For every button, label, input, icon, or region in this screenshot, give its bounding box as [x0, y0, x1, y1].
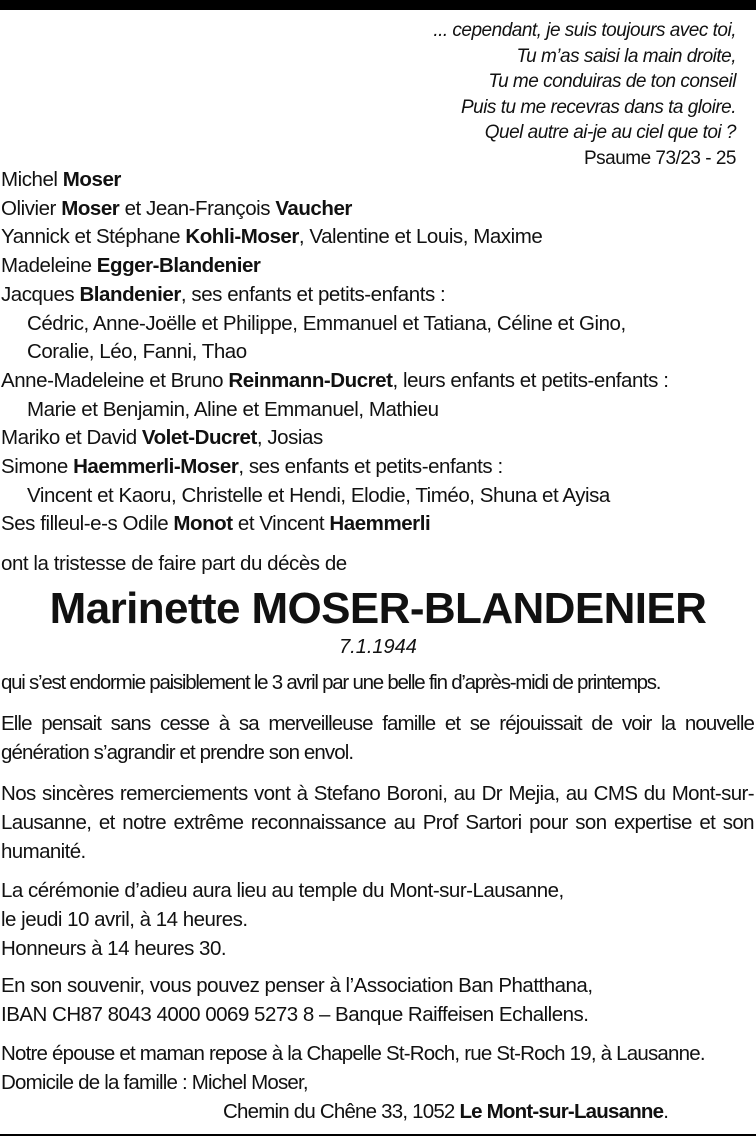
surname: Haemmerli-Moser [73, 455, 239, 479]
surname: Monot [173, 512, 233, 536]
family-line-indented: Vincent et Kaoru, Christelle et Hendi, Elodie, Timéo, Shuna et Ayisa [27, 483, 610, 507]
psalm-reference: Psaume 73/23 - 25 [583, 147, 736, 169]
descendants-label: , ses enfants et petits-enfants : [180, 282, 446, 306]
given-names: Jacques [1, 282, 80, 306]
children-names: , Josias [256, 426, 323, 450]
domicile-label: Domicile de la famille : Michel Moser, [1, 1071, 308, 1094]
bottom-border-rule [0, 1134, 756, 1136]
descendants-label: , leurs enfants et petits-enfants : [392, 368, 669, 392]
ceremony-paragraph [1, 876, 754, 963]
town-name: Le Mont-sur-Lausanne [459, 1100, 664, 1123]
birth-date: 7.1.1944 [339, 636, 417, 658]
family-line [1, 252, 751, 281]
street-address: Chemin du Chêne 33, 1052 [223, 1100, 460, 1123]
children-names: , Valentine et Louis, Maxime [298, 225, 543, 249]
family-line-indented: Cédric, Anne-Joëlle et Philippe, Emmanuel et Tatiana, Céline et Gino, [27, 311, 626, 335]
family-line-indented: Marie et Benjamin, Aline et Emmanuel, Mathieu [27, 397, 439, 421]
surname: Reinmann-Ducret [228, 368, 393, 392]
family-line [1, 453, 751, 482]
given-names: Michel [1, 168, 63, 191]
psalm-line: Quel autre ai-je au ciel que toi ? [484, 122, 736, 143]
announcement-text: ont la tristesse de faire part du décès de [1, 552, 347, 575]
address-period: . [663, 1100, 669, 1123]
chapel-line: Notre épouse et maman repose à la Chapelle St-Roch, rue St-Roch 19, à Lausanne. [1, 1042, 705, 1065]
given-names: Ses filleul-e-s Odile [1, 512, 174, 536]
surname: Egger-Blandenier [96, 254, 261, 278]
psalm-line: ... cependant, je suis toujours avec toi, [433, 20, 736, 41]
surname: Blandenier [79, 282, 181, 306]
given-names: et Vincent [232, 512, 330, 536]
family-line [1, 223, 751, 252]
address-paragraph [1, 1039, 754, 1126]
top-border-rule [0, 0, 756, 10]
domicile-address [1, 1097, 754, 1126]
surname: Vaucher [275, 196, 352, 220]
descendants-label: , ses enfants et petits-enfants : [238, 455, 503, 479]
given-names: Simone [1, 455, 74, 479]
donation-paragraph [1, 971, 754, 1029]
deceased-name: Marinette MOSER-BLANDENIER [49, 584, 707, 633]
psalm-line: Puis tu me recevras dans ta gloire. [460, 96, 736, 118]
donation-line: IBAN CH87 8043 4000 0069 5273 8 – Banque Raiffeisen Echallens. [1, 1003, 589, 1026]
ceremony-line: La cérémonie d’adieu aura lieu au temple du Mont-sur-Lausanne, [1, 879, 564, 902]
thanks-paragraph: Nos sincères remerciements vont à Stefano Boroni, au Dr Mejia, au CMS du Mont-sur-Lausanne, et notre extrême reconnaissance au Prof Sartori pour son expertise et son humanité. [1, 782, 754, 863]
passing-paragraph: qui s’est endormie paisiblement le 3 avril par une belle fin d’après-midi de printemps. [1, 671, 661, 694]
family-line [1, 510, 751, 539]
donation-line: En son souvenir, vous pouvez penser à l’Association Ban Phatthana, [1, 974, 593, 997]
given-names: Olivier [1, 196, 62, 220]
given-names: Yannick et Stéphane [1, 225, 186, 249]
family-paragraph: Elle pensait sans cesse à sa merveilleuse famille et se réjouissait de voir la nouvelle génération s’agrandir et prendre son envol. [1, 712, 754, 764]
given-names: Madeleine [1, 254, 97, 278]
psalm-quote [433, 18, 736, 171]
family-line [1, 166, 751, 195]
psalm-line: Tu me conduiras de ton conseil [488, 71, 736, 92]
family-line [1, 195, 751, 224]
given-names: Mariko et David [1, 426, 142, 450]
family-line-indented: Coralie, Léo, Fanni, Thao [27, 340, 247, 364]
family-line [1, 367, 751, 396]
given-names: et Jean-François [119, 196, 276, 220]
surname: Haemmerli [329, 512, 431, 536]
family-list [1, 166, 751, 539]
psalm-line: Tu m’as saisi la main droite, [516, 45, 736, 67]
surname: Moser [62, 168, 121, 191]
family-line [1, 424, 751, 453]
given-names: Anne-Madeleine et Bruno [1, 368, 229, 392]
family-line [1, 281, 751, 310]
surname: Moser [61, 196, 120, 220]
ceremony-line: Honneurs à 14 heures 30. [1, 937, 227, 960]
surname: Kohli-Moser [185, 225, 299, 249]
ceremony-line: le jeudi 10 avril, à 14 heures. [1, 908, 248, 931]
surname: Volet-Ducret [141, 426, 257, 450]
